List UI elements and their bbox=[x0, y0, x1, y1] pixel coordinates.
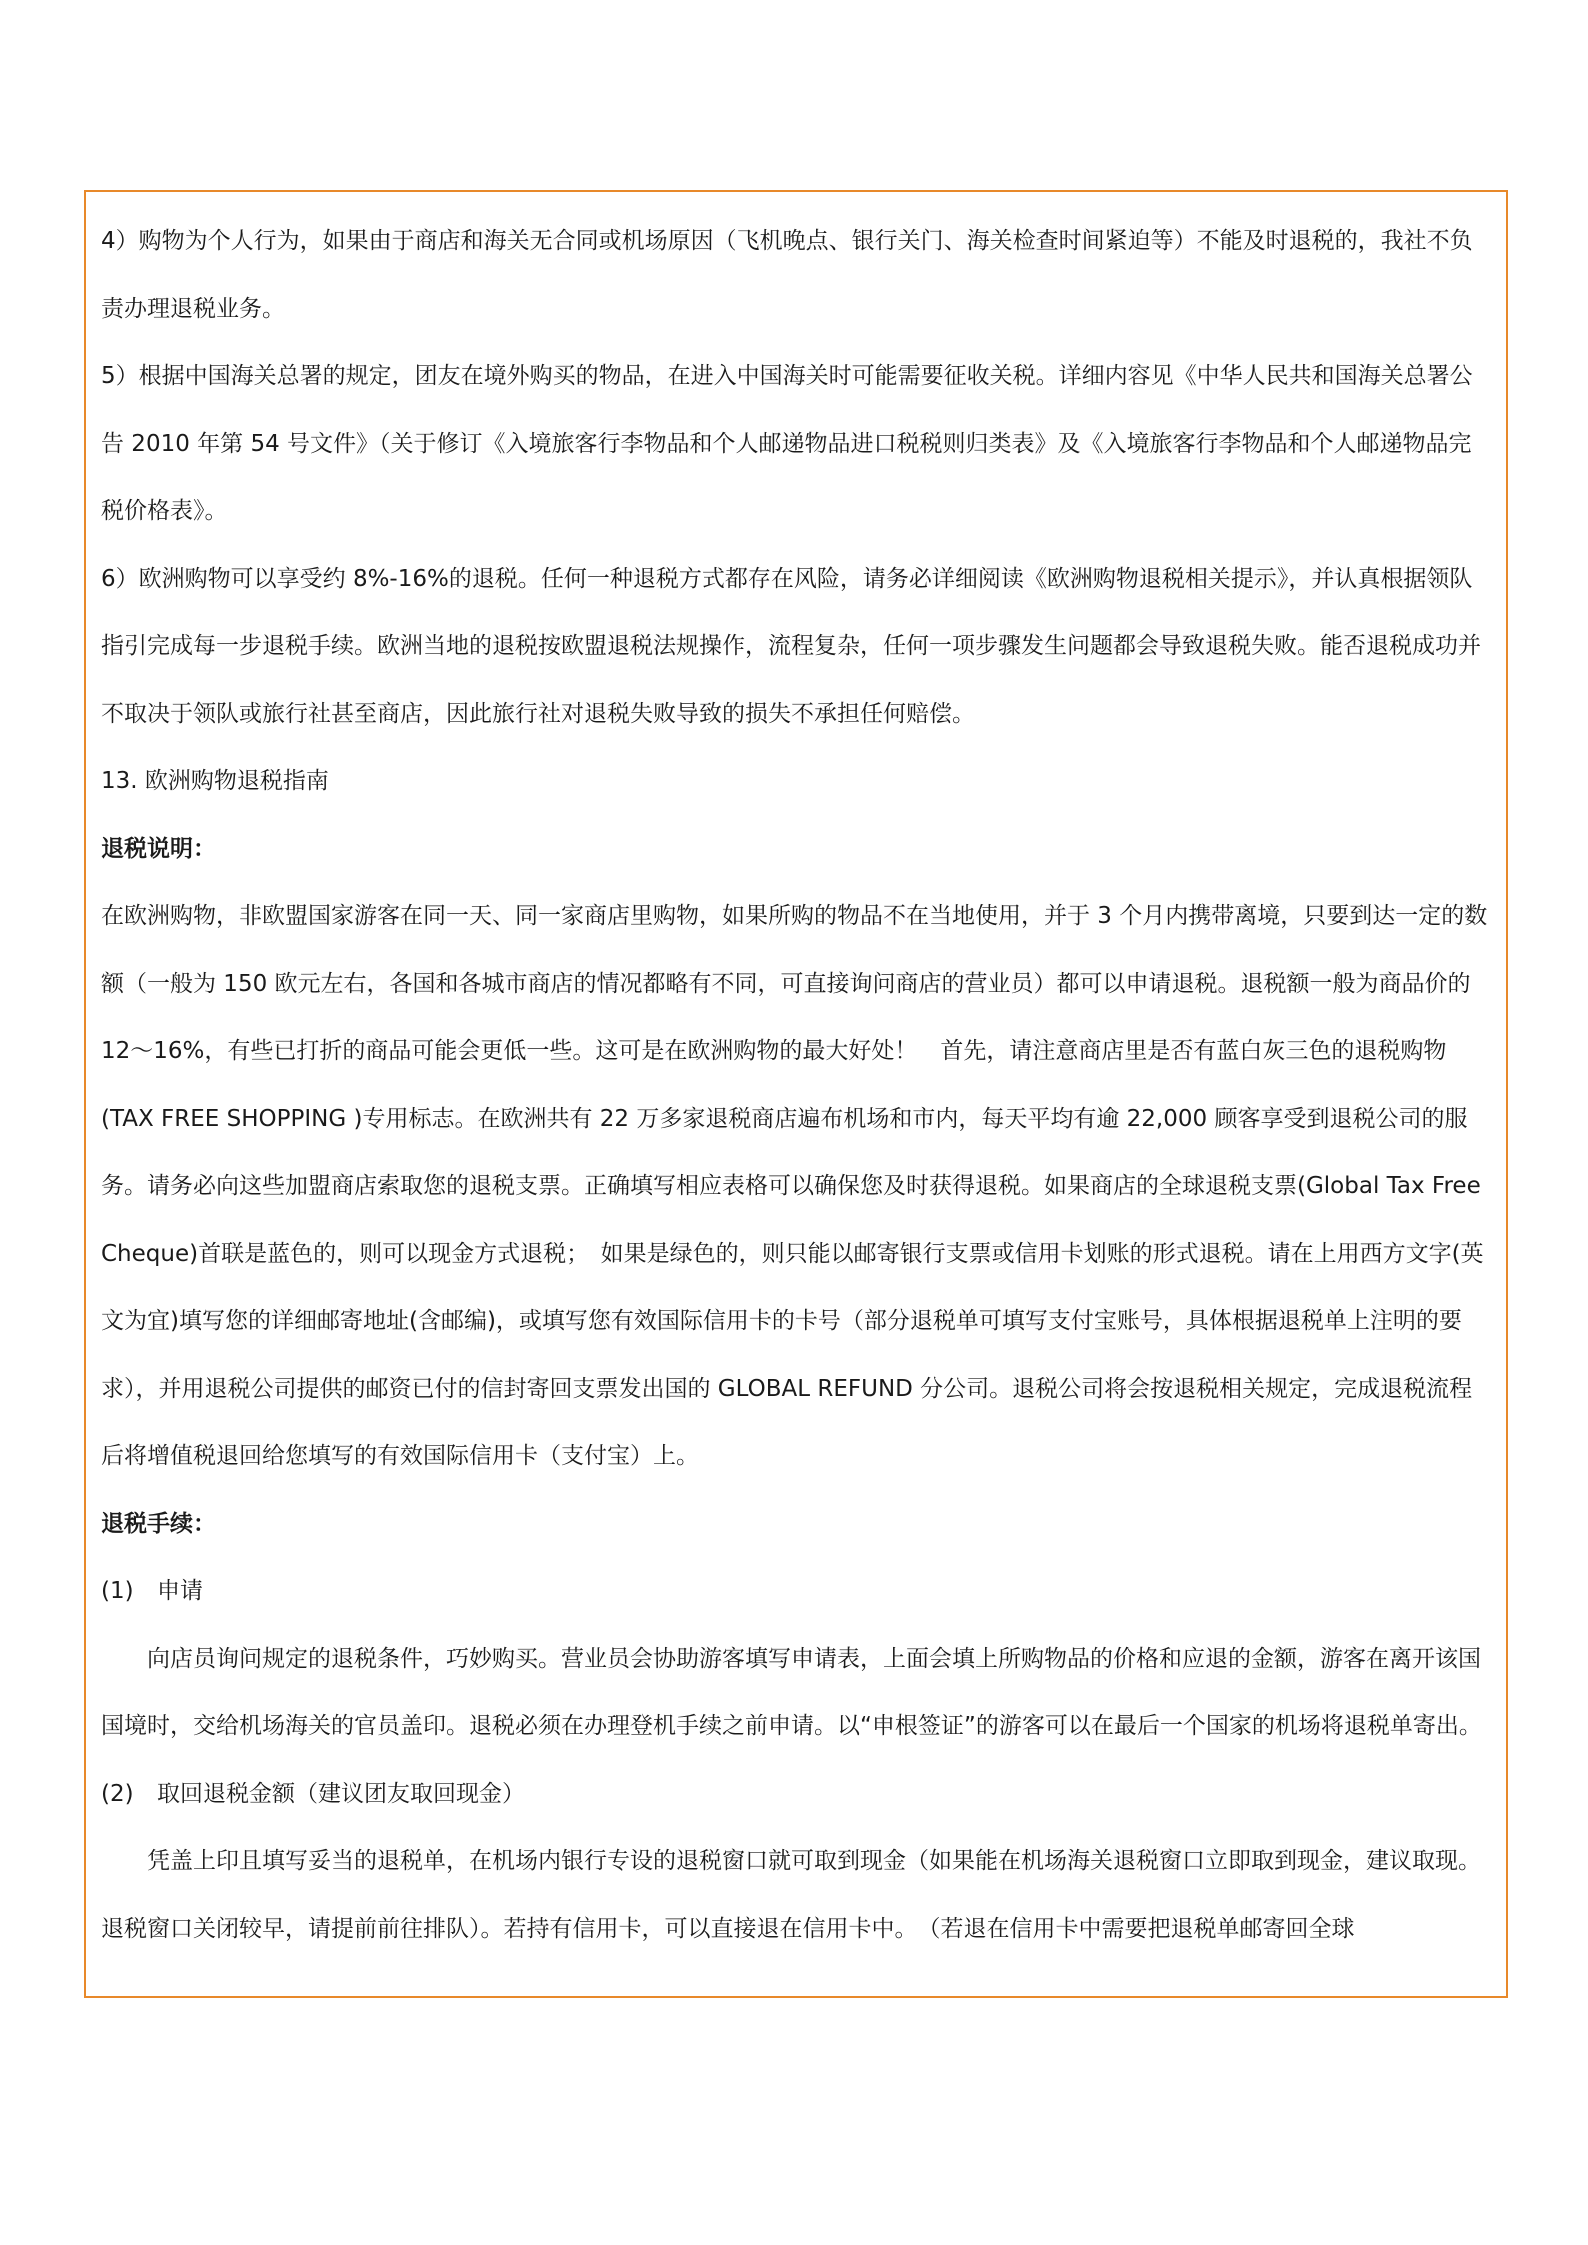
item-5-paragraph: 5）根据中国海关总署的规定，团友在境外购买的物品，在进入中国海关时可能需要征收关税。详细内容见《中华人民共和国海关总署公告 2010 年第 54 号文件》（关于修订《入境旅客行李物品和个人邮递物品进口税税则归类表》及《入境旅客行李物品和个人邮递物品完税价格表》。 bbox=[101, 363, 1473, 524]
content-frame bbox=[84, 190, 1508, 1998]
step-1-title: 申请 bbox=[157, 1578, 203, 1604]
step-1-number: (1) bbox=[101, 1578, 134, 1604]
step-2-body: 凭盖上印且填写妥当的退税单，在机场内银行专设的退税窗口就可取到现金（如果能在机场海关退税窗口立即取到现金，建议取现。退税窗口关闭较早，请提前前往排队）。若持有信用卡，可以直接退在信用卡中。 （若退在信用卡中需要把退税单邮寄回全球 bbox=[101, 1848, 1481, 1942]
explain-heading: 退税说明： bbox=[101, 835, 216, 862]
item-6-paragraph: 6）欧洲购物可以享受约 8%-16%的退税。任何一种退税方式都存在风险，请务必详细阅读《欧洲购物退税相关提示》，并认真根据领队指引完成每一步退税手续。欧洲当地的退税按欧盟退税法规操作，流程复杂，任何一项步骤发生问题都会导致退税失败。能否退税成功并不取决于领队或旅行社甚至商店，因此旅行社对退税失败导致的损失不承担任何赔偿。 bbox=[101, 565, 1481, 727]
step-1-header bbox=[101, 1558, 1493, 1626]
step-2-number: (2) bbox=[101, 1780, 134, 1807]
procedure-heading: 退税手续： bbox=[101, 1510, 216, 1537]
step-2-header bbox=[101, 1761, 1493, 1829]
section-13-title: 13. 欧洲购物退税指南 bbox=[101, 768, 329, 794]
explain-body: 在欧洲购物，非欧盟国家游客在同一天、同一家商店里购物，如果所购的物品不在当地使用，并于 3 个月内携带离境，只要到达一定的数额（一般为 150 欧元左右，各国和各城市商店的情况都略有不同，可直接询问商店的营业员）都可以申请退税。退税额一般为商品价的 12～16%，有些已打折的商品可能会更低一些。这可是在欧洲购物的最大好处！ 首先，请注意商店里是否有蓝白灰三色的退税购物(TAX FREE SHOPPING )专用标志。在欧洲共有 22 万多家退税商店遍布机场和市内，每天平均有逾 22,000 顾客享受到退税公司的服务。请务必向这些加盟商店索取您的退税支票。正确填写相应表格可以确保您及时获得退税。如果商店的全球退税支票(Global Tax Free Cheque)首联是蓝色的，则可以现金方式退税； 如果是绿色的，则只能以邮寄银行支票或信用卡划账的形式退税。请在上用西方文字(英文为宜)填写您的详细邮寄地址(含邮编)，或填写您有效国际信用卡的卡号（部分退税单可填写支付宝账号，具体根据退税单上注明的要求），并用退税公司提供的邮资已付的信封寄回支票发出国的 GLOBAL REFUND 分公司。退税公司将会按退税相关规定，完成退税流程后将增值税退回给您填写的有效国际信用卡（支付宝）上。 bbox=[101, 903, 1488, 1469]
step-2-title: 取回退税金额（建议团友取回现金） bbox=[157, 1780, 525, 1807]
step-1-body: 向店员询问规定的退税条件，巧妙购买。营业员会协助游客填写申请表，上面会填上所购物品的价格和应退的金额，游客在离开该国国境时，交给机场海关的官员盖印。退税必须在办理登机手续之前申请。以“申根签证”的游客可以在最后一个国家的机场将退税单寄出。 bbox=[101, 1645, 1482, 1739]
item-4-paragraph: 4）购物为个人行为，如果由于商店和海关无合同或机场原因（飞机晚点、银行关门、海关检查时间紧迫等）不能及时退税的，我社不负责办理退税业务。 bbox=[101, 228, 1473, 322]
